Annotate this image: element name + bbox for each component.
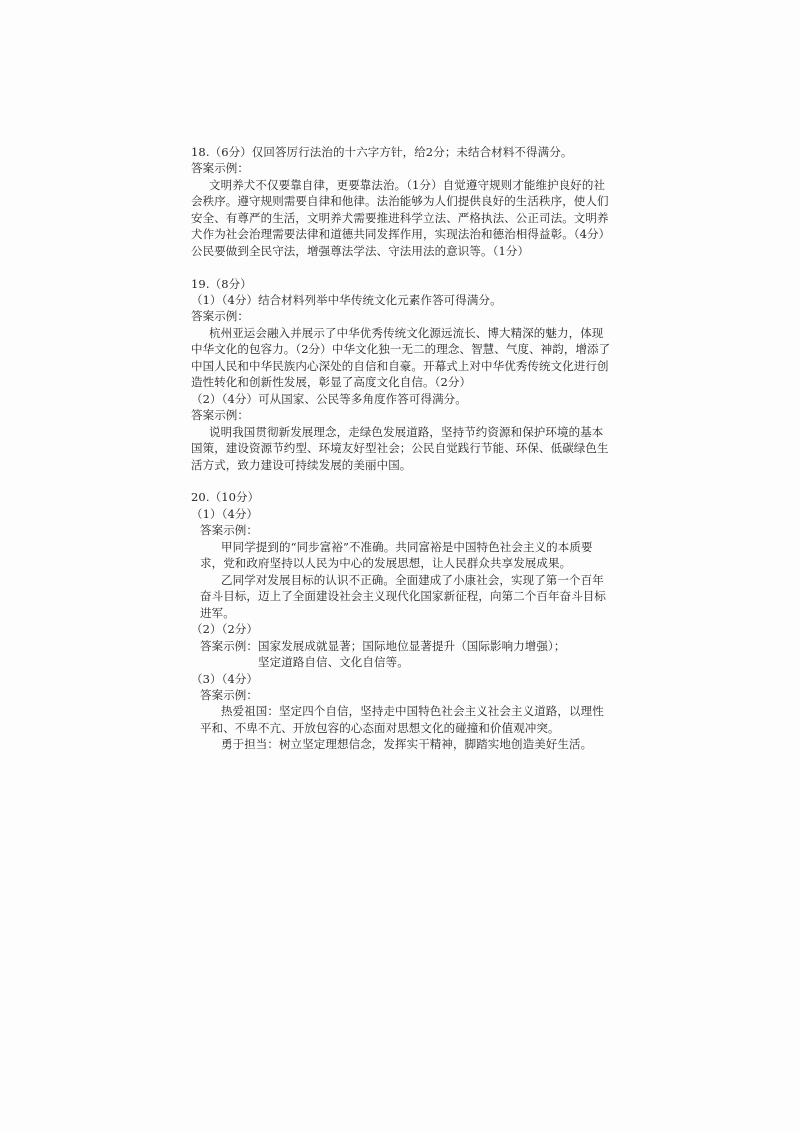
q19-part2-line-2: 国策，建设资源节约型、环境友好型社会；公民自觉践行节能、环保、低碳绿色生 [191,441,609,455]
q19-header: 19.（8分） [191,277,252,291]
q19-part1-header: （1）（4分）结合材料列举中华传统文化元素作答可得满分。 [191,293,502,307]
q20-part2-line-2: 坚定道路自信、文化自信等。 [258,655,409,669]
q18-header: 18.（6分）仅回答厉行法治的十六字方针，给2分；未结合材料不得满分。 [191,145,573,159]
q18-line-5: 公民要做到全民守法，增强尊法学法、守法用法的意识等。（1分） [191,244,530,258]
q20-part3-header: （3）（4分） [191,672,259,686]
q18-line-1: 文明养犬不仅要靠自律，更要靠法治。（1分）自觉遵守规则才能维护良好的社 [209,178,606,192]
q20-part1-line-1: 甲同学提到的“同步富裕”不准确。共同富裕是中国特色社会主义的本质要 [221,540,593,554]
q19-part2-line-3: 活方式，致力建设可持续发展的美丽中国。 [191,458,412,472]
q20-part1-line-4: 奋斗目标，迈上了全面建设社会主义现代化国家新征程，向第二个百年奋斗目标 [200,589,606,603]
q20-answer-label-1: 答案示例： [200,523,258,537]
q18-line-4: 犬作为社会治理需要法律和道德共同发挥作用，实现法治和德治相得益彰。（4分） [191,227,611,241]
q20-header: 20.（10分） [191,490,260,504]
q20-part1-line-2: 求，党和政府坚持以人民为中心的发展思想，让人民群众共享发展成果。 [200,556,572,570]
q19-part1-line-1: 杭州亚运会融入并展示了中华优秀传统文化源远流长、博大精深的魅力，体现 [209,326,604,340]
q20-part3-line-3: 勇于担当：树立坚定理想信念，发挥实干精神，脚踏实地创造美好生活。 [221,737,593,751]
q19-answer-label-2: 答案示例： [191,408,249,422]
q20-part1-header: （1）（4分） [191,507,259,521]
q20-part1-line-3: 乙同学对发展目标的认识不正确。全面建成了小康社会，实现了第一个百年 [221,573,604,587]
q18-line-3: 安全、有尊严的生活，文明养犬需要推进科学立法、严格执法、公正司法。文明养 [191,211,609,225]
q20-part1-line-5: 进军。 [200,606,235,620]
q20-part3-line-1: 热爱祖国：坚定四个自信，坚持走中国特色社会主义社会主义道路，以理性 [221,704,604,718]
q19-part2-line-1: 说明我国贯彻新发展理念，走绿色发展道路，坚持节约资源和保护环境的基本 [209,425,604,439]
q20-part3-line-2: 平和、不卑不亢、开放包容的心态面对思想文化的碰撞和价值观冲突。 [200,721,560,735]
q19-part1-line-2: 中华文化的包容力。（2分）中华文化独一无二的理念、智慧、气度、神韵，增添了 [191,342,611,356]
q20-part2-header: （2）（2分） [191,622,259,636]
q19-answer-label-1: 答案示例： [191,309,249,323]
q20-part2-line-1: 答案示例：国家发展成就显著；国际地位显著提升（国际影响力增强）； [200,639,566,653]
q20-answer-label-3: 答案示例： [200,688,258,702]
q19-part1-line-3: 中国人民和中华民族内心深处的自信和自豪。开幕式上对中华优秀传统文化进行创 [191,359,609,373]
q18-answer-label: 答案示例： [191,161,249,175]
q19-part2-header: （2）（4分）可从国家、公民等多角度作答可得满分。 [191,392,467,406]
q18-line-2: 会秩序。遵守规则需要自律和他律。法治能够为人们提供良好的生活秩序，使人们 [191,194,609,208]
q19-part1-line-4: 造性转化和创新性发展，彰显了高度文化自信。（2分） [191,375,472,389]
